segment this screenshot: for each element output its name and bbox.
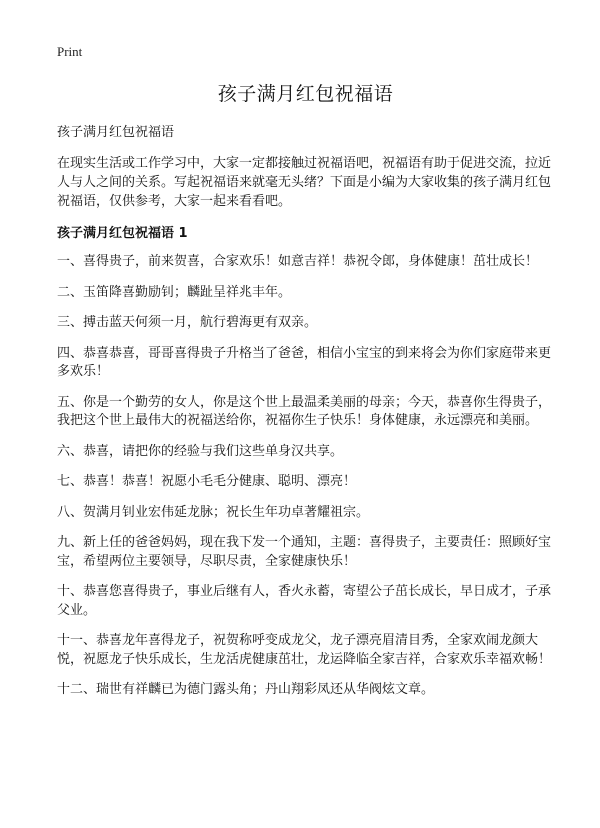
- wish-item: 一、喜得贵子，前来贺喜，合家欢乐！如意吉祥！恭祝令郎，身体健康！茁壮成长！: [57, 254, 539, 269]
- wish-item: 四、恭喜恭喜，哥哥喜得贵子升格当了爸爸，相信小宝宝的到来将会为你们家庭带来更多欢乐！: [57, 345, 552, 379]
- wish-item: 十二、瑞世有祥麟已为德门露头角；丹山翔彩凤还从华阀炫文章。: [57, 682, 435, 697]
- wish-item: 九、新上任的爸爸妈妈，现在我下发一个通知，主题：喜得贵子，主要责任：照顾好宝宝，希望两位主要领导，尽职尽责，全家健康快乐！: [57, 535, 552, 569]
- wish-item: 二、玉笛降喜勤励钊；麟趾呈祥兆丰年。: [57, 284, 292, 300]
- article-subtitle: 孩子满月红包祝福语: [57, 125, 175, 140]
- section-heading: 孩子满月红包祝福语 1: [57, 226, 188, 241]
- print-link[interactable]: Print: [57, 44, 83, 59]
- intro-paragraph: 在现实生活或工作学习中，大家一定都接触过祝福语吧，祝福语有助于促进交流，拉近人与人之间的关系。写起祝福语来就毫无头绪？下面是小编为大家收集的孩子满月红包祝福语，仅供参考，大家一起来看看吧。: [57, 156, 552, 209]
- wish-item: 十、恭喜您喜得贵子，事业后继有人，香火永蓄，寄望公子茁长成长，早日成才，子承父业。: [57, 584, 552, 618]
- wish-item: 七、恭喜！恭喜！祝愿小毛毛分健康、聪明、漂亮！: [57, 474, 357, 489]
- wish-list: [57, 253, 554, 700]
- wish-item: 六、恭喜，请把你的经验与我们这些单身汉共享。: [57, 443, 344, 459]
- page-title: 孩子满月红包祝福语: [217, 83, 394, 105]
- wish-item: 八、贺满月钊业宏伟延龙脉；祝长生年功卓著耀祖宗。: [57, 504, 370, 520]
- wish-item: 十一、恭喜龙年喜得龙子，祝贺称呼变成龙父，龙子漂亮眉清目秀，全家欢闹龙颜大悦，祝愿龙子快乐成长，生龙活虎健康茁壮，龙运降临全家吉祥，合家欢乐幸福欢畅！: [57, 633, 552, 667]
- wish-item: 三、搏击蓝天何须一月，航行碧海更有双亲。: [57, 315, 318, 330]
- wish-item: 五、你是一个勤劳的女人，你是这个世上最温柔美丽的母亲；今天，恭喜你生得贵子，我把这个世上最伟大的祝福送给你，祝福你生子快乐！身体健康，永远漂亮和美丽。: [57, 394, 552, 428]
